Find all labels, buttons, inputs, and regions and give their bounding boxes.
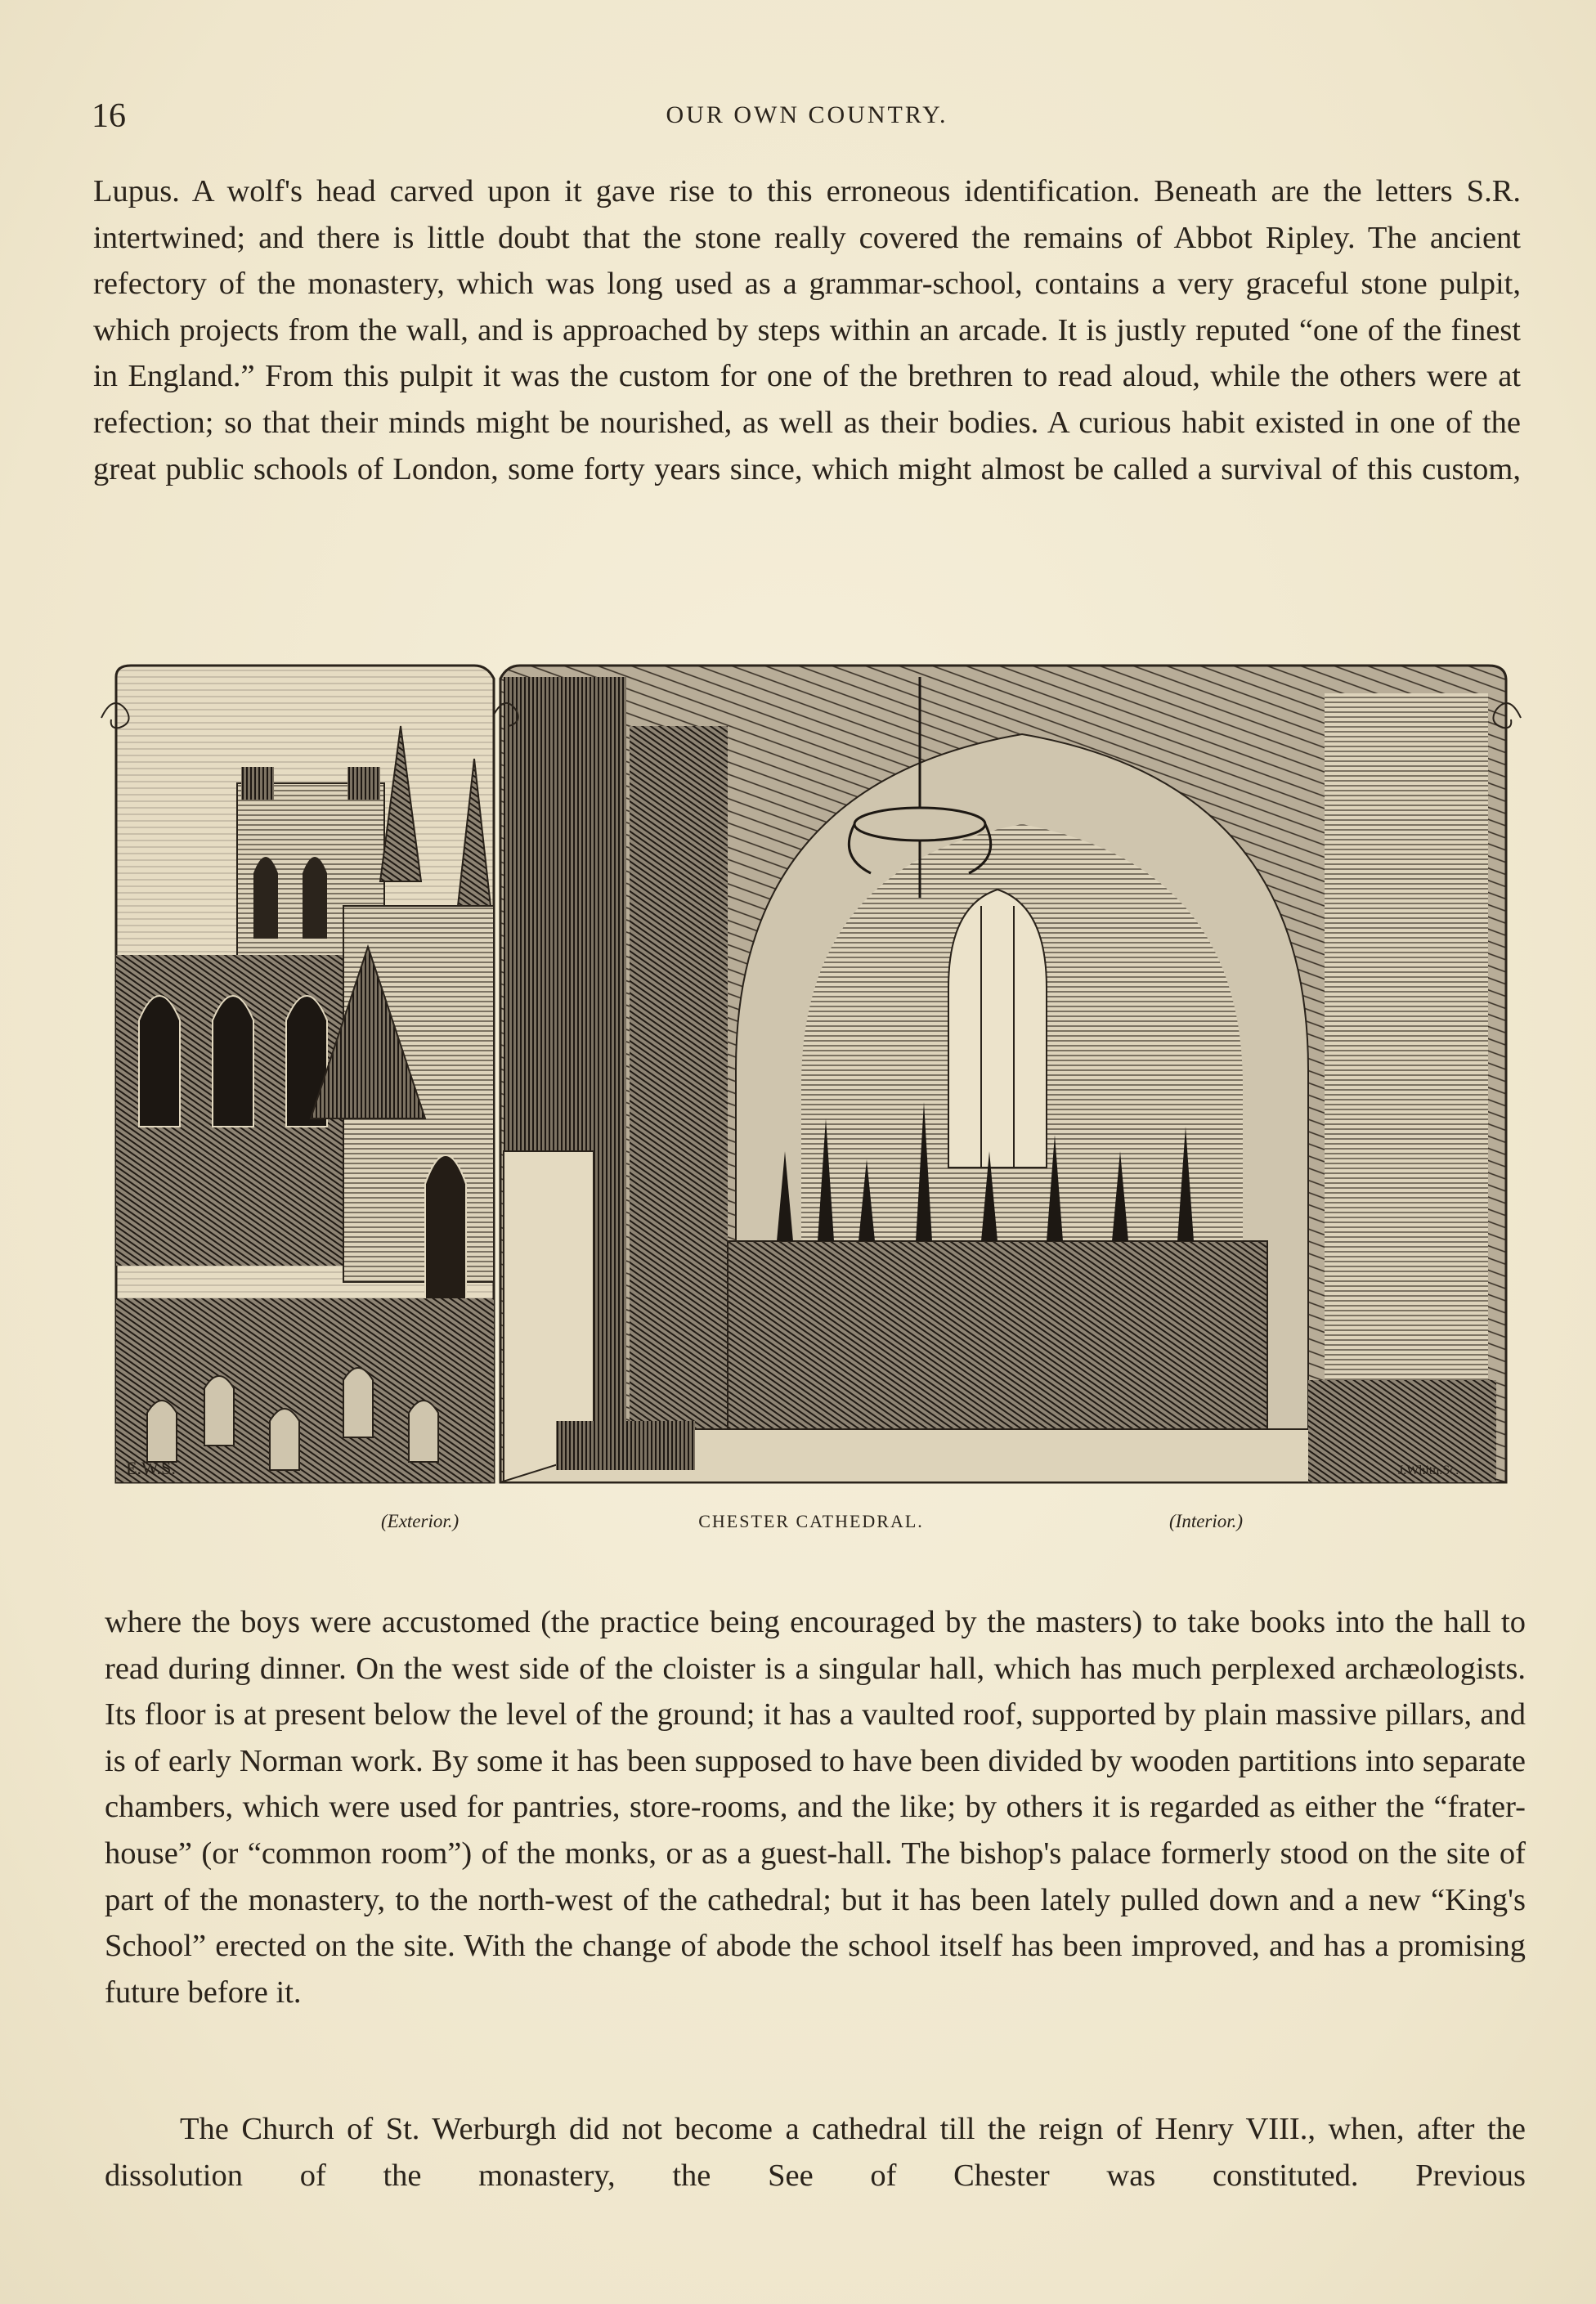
engraver-signature-left: E.W.S. — [126, 1458, 176, 1478]
page-number: 16 — [92, 97, 126, 135]
body-paragraph-henry-viii: The Church of St. Werburgh did not become a cathedral till the reign of Henry VIII., when, after the dissolution of the monastery, the See of Chester was constituted. Previous — [105, 2112, 1526, 2193]
body-paragraph-top: Lupus. A wolf's head carved upon it gave rise to this erroneous identification. Beneath are the letters S.R. intertwined; and there is little doubt that the stone really covered the remains of Abbot Ripley. The ancient refectory of the monastery, which was long used as a grammar-school, contains a very graceful stone pulpit, which projects from the wall, and is approached by steps within an arcade. It is justly reputed “one of the finest in England.” From this pulpit it was the custom for one of the brethren to read aloud, while the others were at refection; so that their minds might be nourished, as well as their bodies. A curious habit existed in one of the great public schools of London, some forty years since, which might almost be called a survival of this custom, — [93, 174, 1521, 486]
exterior-view — [116, 666, 494, 1482]
body-paragraph-bottom: where the boys were accustomed (the practice being encouraged by the masters) to take books into the hall to read during dinner. On the west side of the cloister is a singular hall, which has much perplexed archæologists. Its floor is at present below the level of the ground; it has a vaulted roof, supported by plain massive pillars, and is of early Norman work. By some it has been supposed to have been divided by wooden partitions into separate chambers, which were used for pantries, store-rooms, and the like; by others it is regarded as either the “frater-house” (or “common room”) of the monks, or as a guest-hall. The bishop's palace formerly stood on the site of part of the monastery, to the north-west of the cathedral; but it has been lately pulled down and a new “King's School” erected on the site. With the change of abode the school itself has been improved, and has a promising future before it. — [105, 1605, 1526, 2010]
engraver-signature-right: J.Whitn.Sc. — [1398, 1464, 1459, 1477]
engraving-svg — [98, 661, 1524, 1503]
interior-view — [500, 666, 1506, 1482]
chester-cathedral-illustration — [98, 661, 1524, 1544]
running-title: OUR OWN COUNTRY. — [666, 101, 948, 128]
caption-title: CHESTER CATHEDRAL. — [698, 1511, 924, 1531]
caption-exterior: (Exterior.) — [381, 1511, 460, 1531]
caption-interior: (Interior.) — [1169, 1511, 1244, 1531]
running-head — [92, 96, 1522, 146]
